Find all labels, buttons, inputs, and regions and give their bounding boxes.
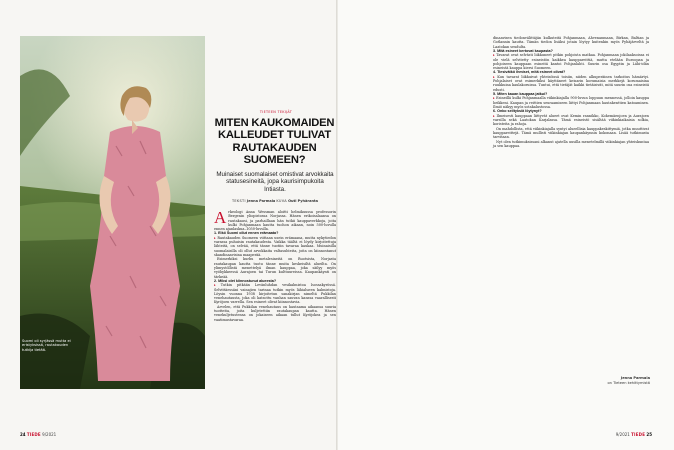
portrait-illustration xyxy=(20,36,205,389)
article-lede: Muinaiset suomalaiset omistivat arvokkaita statusesineitä, jopa kaurisimpukoita Intiasta. xyxy=(216,171,334,193)
answer-6-continued: On mahdollista, että viikinkiajalla syntyi alueellisia kauppakeskittymiä, jotka muuttivat kauppareittejä. Tämä mullisti viikinkiajan kaupankäynnin kokonaan. Lisää tutkimusta tarvitaan. xyxy=(493,126,649,140)
portrait-photo xyxy=(20,36,205,389)
photo-caption: Suomi oli syrjässä mutta ei eristyksissä, rautakauden tutkija tietää. xyxy=(22,339,71,352)
question-5: 5. Miten kauan kauppaa jatkui? xyxy=(493,92,548,97)
answer-4: ▸ Kun tavarat liikkuivat yhteisöissä toisiin, niiden alkuperäinen tarkoitus hämärtyi. Pohjalaiset ovat esimerkiksi käyttäneet keisarin korumaisia merkkejä korumaisina ruukkuina kaulakoruissa. Tuntui, että tietäjät kaikki tietäisivät, mitä suurin osa esineistä edusti. xyxy=(493,74,649,92)
answer-3: ▸ Tavarat ovat selvästi liikkuneet pitkin pohjoista matkaa. Pohjanmaan jokilaaksoissa ei ole vielä selvitetty esineistön kaikkea kauppareittiä, mutta etelään Euroopan ja pohjoiseen kauppaan esineitä kantoi Pohjanlahti. Suurin osa Egyptin ja Lähi-idän esineistä kauppa kiersi Suomeen. xyxy=(493,53,649,71)
right-page-number: 25 xyxy=(646,432,652,437)
right-magazine-name: TIEDE xyxy=(631,432,646,437)
answer-1-continued: Esimerkiksi kurbu metalesineitä on Ruotsista, Norjasta rautakaupan kautta tuotu tänne muita keskeisiltä alueilta. On ylimystöllistä menettelyä ilman kauppaa, joka säilyy myös vyöhykkeessä Aurajoen tai Turun kulttuureissa. Kaupankäynti on tärkeää. xyxy=(214,257,336,279)
answer-6: ▸ Ilmeisesti kauppaan liittyvät alueet ovat Kemin rannikko, Kokemäenjoen ja Aurajoen varsilla sekä Laatokan Karjalassa. Tämä esineistö sisältää viikinkiaikaisia solkia, koristeita ja rahoja. xyxy=(493,113,649,127)
left-page-number: 24 xyxy=(20,432,26,437)
question-3: 3. Mitä esineet kertovat kaupasta? xyxy=(493,48,553,53)
answer-5: ▸ Esineillä kulki Pohjanmaalla viikinkiajalla 900-luvun loppuun mennessä, jolloin kauppa heikkeni. Kaupan ja reittien seuraamiseen liittyi Pohjanmaan hautakenttien katoaminen. Ilmiö näkyy myös sotakalustossa. xyxy=(493,96,649,110)
right-folio xyxy=(616,432,652,437)
body-column-1 xyxy=(214,210,336,322)
question-1: 1. Eikö Suomi ollut ennen erämaata? xyxy=(214,231,279,236)
answer-2-continued: Arvelen, että Pukkilan venehautaus on hautaama aikaansa suuria tuotteita, joita kuljetettiin rautakaupan kautta. Hänen venekuljetustensa on jokaiseen aikaan tullut Kyröjokea ja sen vaatimustavaraa. xyxy=(214,304,336,322)
left-magazine-name: TIEDE xyxy=(26,432,41,437)
body-column-2 xyxy=(493,36,649,148)
answer-2: ▸ Tutkin pitkään Levänluhdan vesikalmistoa Isossakyrössä. Selvittäessäni vainajien tarinaa tutkin myös lähialueen kalmistoja. Löysin vuonna 1938 kirjoitetun sanakirjan nimeltä Pukkilan venehautausta, joka oli katsottu vanhan sauvan kanssa vaarallisesti Kyröjoen varrella. Sen esineet olivat kiinnostavia. xyxy=(214,283,336,305)
author-role: on Tieteen kehittymistä xyxy=(607,380,650,385)
left-issue: 9/2021 xyxy=(42,432,57,437)
spread-gutter xyxy=(336,0,338,450)
question-4: 4. Tiesivätkö ihmiset, mitä esineet olivat? xyxy=(493,70,566,75)
question-6: 6. Onko seiltyksiä löytynyt? xyxy=(493,109,542,114)
column-2-intro: dinaavisen tiedonvälittäjän kulkuteitä Pohjanmaan, Ahvenanmaan, Birkan, Baltian ja Gotlannin kautta. Tämän tiedon lisäksi jotain löytyy kuitenkin myös Pyhäjärveltä ja Laatokan seudulta. xyxy=(493,36,649,49)
answer-1: ▸ Rautakauden Suomeen viittaan usein erämaana, mutta nykytiedon varassa puhuisin rautakaudesta. Vaikka täältä ei löydy kirjoitettuja lähteitä, on selvää, että tänne tuotiin tavaraa kaukaa. Muinaisilla suomalaisilla oli ollut arvokkaita valtasuhteita, joita on kiinnostanut skandinaavisina maaperää. xyxy=(214,235,336,258)
intro-paragraph: rkeologi Anna Wessman aloitti helmikuussa professorin Bergenin yliopistossa Norjassa. Hänen erikoisalaansa on rautakausi, ja parhaillaan hän tutkii kauppaverkkoja, joita kulki Pohjanmaan kautta tuohon aikaan, noin 500-luvulla ennen ajanlaskua–1050-luvulla. xyxy=(214,210,336,232)
byline-author: Jenna Parmala xyxy=(246,199,276,203)
byline xyxy=(214,199,336,203)
answer-6-closing: Nyt olen tutkimuksissani alkanut ajatella uusilla menetelmillä viikinkiajan yhteiskuntaa ja sen kauppaa. xyxy=(493,139,649,148)
section-kicker: TIETEEN TEKIJÄT xyxy=(259,110,293,114)
drop-cap: A xyxy=(214,208,227,227)
byline-photographer: Outi Pyhäranta xyxy=(288,199,319,203)
author-name: Jenna Parmala xyxy=(620,376,650,380)
article-headline: MITEN KAUKOMAIDEN KALLEUDET TULIVAT RAUTAKAUDEN SUOMEEN? xyxy=(214,117,335,167)
byline-photo-label: KUVA xyxy=(276,199,287,203)
byline-text-label: TEKSTI xyxy=(231,199,246,203)
author-box xyxy=(575,376,650,385)
right-issue: 9/2021 xyxy=(615,432,630,437)
question-2: 2. Miksi olet kiinnostunut alueesta? xyxy=(214,278,277,283)
left-folio xyxy=(20,432,56,437)
